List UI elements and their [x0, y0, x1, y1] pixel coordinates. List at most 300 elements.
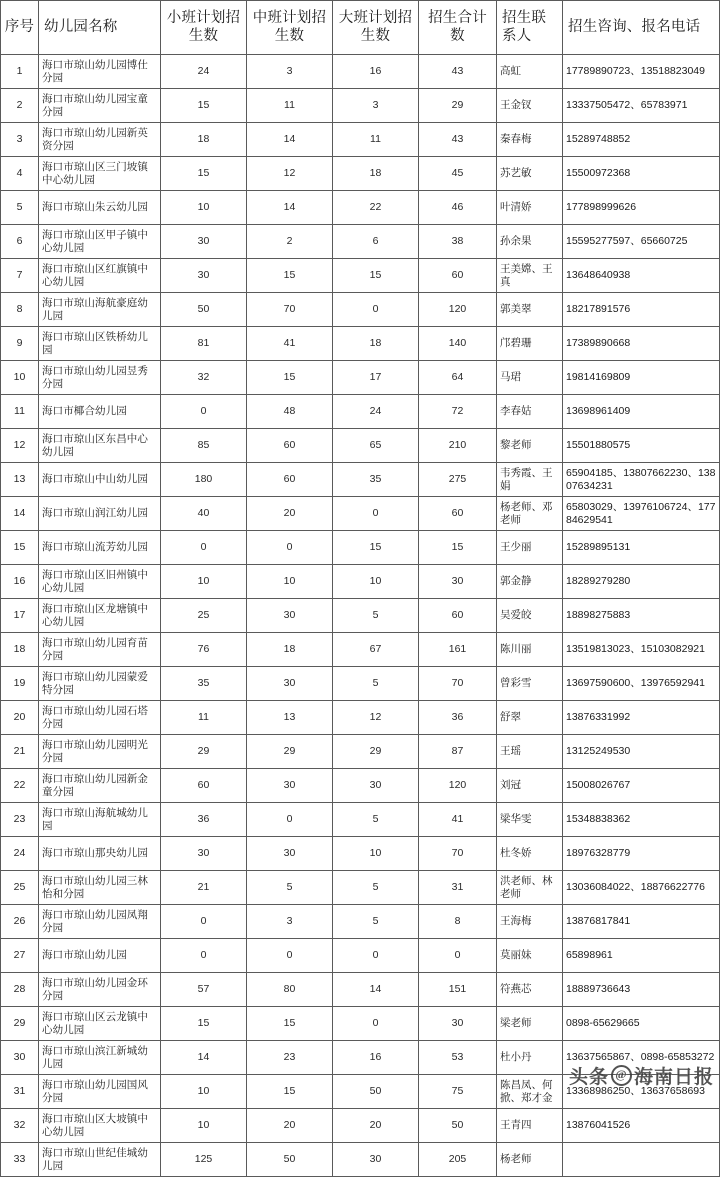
cell-small-class: 0 [161, 939, 247, 973]
cell-small-class: 81 [161, 327, 247, 361]
cell-kindergarten-name: 海口市琼山中山幼儿园 [39, 463, 161, 497]
cell-index: 26 [1, 905, 39, 939]
cell-contact-person: 苏艺敏 [497, 157, 563, 191]
cell-contact-person: 邝碧珊 [497, 327, 563, 361]
cell-kindergarten-name: 海口市琼山幼儿园新英资分园 [39, 123, 161, 157]
cell-kindergarten-name: 海口市琼山区大坡镇中心幼儿园 [39, 1109, 161, 1143]
cell-large-class: 22 [333, 191, 419, 225]
cell-kindergarten-name: 海口市琼山区三门坡镇中心幼儿园 [39, 157, 161, 191]
cell-index: 24 [1, 837, 39, 871]
cell-small-class: 30 [161, 225, 247, 259]
cell-middle-class: 11 [247, 89, 333, 123]
cell-large-class: 17 [333, 361, 419, 395]
cell-large-class: 16 [333, 1041, 419, 1075]
cell-large-class: 0 [333, 939, 419, 973]
cell-middle-class: 70 [247, 293, 333, 327]
cell-small-class: 10 [161, 1075, 247, 1109]
table-row [1, 327, 720, 361]
cell-kindergarten-name: 海口市琼山世纪佳城幼儿园 [39, 1143, 161, 1177]
cell-contact-person: 杨老师 [497, 1143, 563, 1177]
table-row [1, 361, 720, 395]
cell-phone: 18289279280 [563, 565, 720, 599]
cell-kindergarten-name: 海口市琼山区东昌中心幼儿园 [39, 429, 161, 463]
cell-total: 151 [419, 973, 497, 1007]
cell-kindergarten-name: 海口市琼山幼儿园金环分园 [39, 973, 161, 1007]
table-row [1, 735, 720, 769]
watermark-prefix: 头条 [568, 1067, 609, 1088]
cell-small-class: 32 [161, 361, 247, 395]
cell-total: 41 [419, 803, 497, 837]
cell-large-class: 50 [333, 1075, 419, 1109]
cell-kindergarten-name: 海口市琼山海航豪庭幼儿园 [39, 293, 161, 327]
cell-index: 22 [1, 769, 39, 803]
cell-phone: 15595277597、65660725 [563, 225, 720, 259]
column-header-phone: 招生咨询、报名电话 [563, 1, 720, 55]
cell-phone: 17789890723、13518823049 [563, 55, 720, 89]
cell-phone: 65904185、13807662230、13807634231 [563, 463, 720, 497]
cell-contact-person: 王少丽 [497, 531, 563, 565]
table-row [1, 633, 720, 667]
cell-kindergarten-name: 海口市琼山幼儿园 [39, 939, 161, 973]
cell-small-class: 29 [161, 735, 247, 769]
table-row [1, 1007, 720, 1041]
column-header-small-class: 小班计划招生数 [161, 1, 247, 55]
cell-contact-person: 韦秀霞、王娟 [497, 463, 563, 497]
cell-kindergarten-name: 海口市琼山滨江新城幼儿园 [39, 1041, 161, 1075]
table-row [1, 89, 720, 123]
cell-contact-person: 王海梅 [497, 905, 563, 939]
cell-index: 10 [1, 361, 39, 395]
table-row [1, 497, 720, 531]
cell-kindergarten-name: 海口市琼山润江幼儿园 [39, 497, 161, 531]
cell-small-class: 10 [161, 565, 247, 599]
watermark-source: 海南日报 [633, 1067, 714, 1088]
column-header-kindergarten-name: 幼儿园名称 [39, 1, 161, 55]
cell-phone: 177898999626 [563, 191, 720, 225]
cell-middle-class: 30 [247, 837, 333, 871]
cell-contact-person: 洪老师、林老师 [497, 871, 563, 905]
cell-middle-class: 15 [247, 1075, 333, 1109]
cell-large-class: 12 [333, 701, 419, 735]
cell-total: 30 [419, 1007, 497, 1041]
cell-index: 23 [1, 803, 39, 837]
cell-contact-person: 杜小丹 [497, 1041, 563, 1075]
cell-kindergarten-name: 海口市琼山幼儿园凤翔分园 [39, 905, 161, 939]
cell-kindergarten-name: 海口市琼山区龙塘镇中心幼儿园 [39, 599, 161, 633]
cell-index: 9 [1, 327, 39, 361]
cell-phone: 15289748852 [563, 123, 720, 157]
cell-middle-class: 29 [247, 735, 333, 769]
cell-middle-class: 12 [247, 157, 333, 191]
cell-contact-person: 李春姑 [497, 395, 563, 429]
cell-phone: 13648640938 [563, 259, 720, 293]
cell-phone: 17389890668 [563, 327, 720, 361]
cell-total: 205 [419, 1143, 497, 1177]
cell-phone: 18889736643 [563, 973, 720, 1007]
cell-index: 33 [1, 1143, 39, 1177]
cell-middle-class: 30 [247, 599, 333, 633]
cell-middle-class: 5 [247, 871, 333, 905]
cell-kindergarten-name: 海口市琼山幼儿园新金童分园 [39, 769, 161, 803]
cell-large-class: 5 [333, 667, 419, 701]
cell-kindergarten-name: 海口市琼山幼儿园明光分园 [39, 735, 161, 769]
cell-middle-class: 0 [247, 531, 333, 565]
cell-large-class: 15 [333, 259, 419, 293]
cell-phone [563, 1143, 720, 1177]
cell-phone: 19814169809 [563, 361, 720, 395]
cell-small-class: 0 [161, 905, 247, 939]
cell-total: 29 [419, 89, 497, 123]
cell-total: 43 [419, 55, 497, 89]
cell-middle-class: 0 [247, 939, 333, 973]
cell-index: 13 [1, 463, 39, 497]
cell-total: 75 [419, 1075, 497, 1109]
cell-middle-class: 0 [247, 803, 333, 837]
cell-index: 20 [1, 701, 39, 735]
cell-total: 15 [419, 531, 497, 565]
cell-contact-person: 高虹 [497, 55, 563, 89]
table-row [1, 701, 720, 735]
table-row [1, 599, 720, 633]
cell-contact-person: 陈川丽 [497, 633, 563, 667]
cell-index: 30 [1, 1041, 39, 1075]
cell-phone: 18217891576 [563, 293, 720, 327]
cell-phone: 18976328779 [563, 837, 720, 871]
cell-phone: 13125249530 [563, 735, 720, 769]
cell-small-class: 125 [161, 1143, 247, 1177]
cell-large-class: 30 [333, 769, 419, 803]
at-icon: @ [611, 1065, 632, 1086]
cell-total: 140 [419, 327, 497, 361]
cell-small-class: 76 [161, 633, 247, 667]
cell-large-class: 5 [333, 871, 419, 905]
cell-kindergarten-name: 海口市琼山区云龙镇中心幼儿园 [39, 1007, 161, 1041]
cell-phone: 15500972368 [563, 157, 720, 191]
cell-index: 21 [1, 735, 39, 769]
cell-small-class: 40 [161, 497, 247, 531]
table-row [1, 123, 720, 157]
cell-middle-class: 41 [247, 327, 333, 361]
cell-kindergarten-name: 海口市琼山海航城幼儿园 [39, 803, 161, 837]
cell-small-class: 60 [161, 769, 247, 803]
table-row [1, 769, 720, 803]
cell-middle-class: 80 [247, 973, 333, 1007]
table-row [1, 565, 720, 599]
cell-phone: 13036084022、18876622776 [563, 871, 720, 905]
cell-total: 38 [419, 225, 497, 259]
cell-large-class: 18 [333, 157, 419, 191]
cell-total: 30 [419, 565, 497, 599]
cell-contact-person: 吴爱皎 [497, 599, 563, 633]
cell-middle-class: 10 [247, 565, 333, 599]
cell-large-class: 0 [333, 497, 419, 531]
table-row [1, 973, 720, 1007]
cell-small-class: 57 [161, 973, 247, 1007]
cell-phone: 65898961 [563, 939, 720, 973]
cell-small-class: 35 [161, 667, 247, 701]
cell-large-class: 14 [333, 973, 419, 1007]
cell-contact-person: 王青四 [497, 1109, 563, 1143]
table-row [1, 837, 720, 871]
cell-small-class: 21 [161, 871, 247, 905]
cell-contact-person: 马珺 [497, 361, 563, 395]
table-row [1, 293, 720, 327]
table-body [1, 55, 720, 1177]
table-row [1, 463, 720, 497]
cell-large-class: 18 [333, 327, 419, 361]
cell-total: 87 [419, 735, 497, 769]
table-row [1, 225, 720, 259]
cell-large-class: 10 [333, 565, 419, 599]
cell-total: 60 [419, 497, 497, 531]
cell-phone: 13876331992 [563, 701, 720, 735]
cell-small-class: 25 [161, 599, 247, 633]
cell-middle-class: 3 [247, 905, 333, 939]
cell-middle-class: 48 [247, 395, 333, 429]
cell-kindergarten-name: 海口市琼山区铁桥幼儿园 [39, 327, 161, 361]
cell-large-class: 15 [333, 531, 419, 565]
cell-kindergarten-name: 海口市琼山幼儿园育苗分园 [39, 633, 161, 667]
cell-small-class: 30 [161, 259, 247, 293]
column-header-middle-class: 中班计划招生数 [247, 1, 333, 55]
cell-total: 8 [419, 905, 497, 939]
cell-small-class: 180 [161, 463, 247, 497]
cell-middle-class: 3 [247, 55, 333, 89]
cell-kindergarten-name: 海口市琼山幼儿园蒙爱特分园 [39, 667, 161, 701]
table-row [1, 871, 720, 905]
cell-index: 16 [1, 565, 39, 599]
cell-total: 36 [419, 701, 497, 735]
cell-contact-person: 王瑶 [497, 735, 563, 769]
cell-index: 3 [1, 123, 39, 157]
cell-total: 70 [419, 837, 497, 871]
cell-contact-person: 王金钗 [497, 89, 563, 123]
table-row [1, 395, 720, 429]
cell-total: 45 [419, 157, 497, 191]
cell-middle-class: 50 [247, 1143, 333, 1177]
cell-contact-person: 梁老师 [497, 1007, 563, 1041]
cell-middle-class: 18 [247, 633, 333, 667]
cell-phone: 13876041526 [563, 1109, 720, 1143]
cell-small-class: 30 [161, 837, 247, 871]
table-row [1, 429, 720, 463]
column-header-contact-person: 招生联系人 [497, 1, 563, 55]
table-row [1, 1075, 720, 1109]
cell-large-class: 16 [333, 55, 419, 89]
cell-middle-class: 60 [247, 429, 333, 463]
table-row [1, 1143, 720, 1177]
cell-contact-person: 莫丽妹 [497, 939, 563, 973]
cell-middle-class: 15 [247, 1007, 333, 1041]
cell-small-class: 11 [161, 701, 247, 735]
cell-index: 4 [1, 157, 39, 191]
cell-contact-person: 舒翠 [497, 701, 563, 735]
cell-phone: 13697590600、13976592941 [563, 667, 720, 701]
table-row [1, 55, 720, 89]
column-header-total: 招生合计数 [419, 1, 497, 55]
cell-small-class: 50 [161, 293, 247, 327]
cell-large-class: 65 [333, 429, 419, 463]
cell-large-class: 11 [333, 123, 419, 157]
cell-small-class: 0 [161, 531, 247, 565]
cell-contact-person: 叶清娇 [497, 191, 563, 225]
cell-large-class: 0 [333, 293, 419, 327]
cell-total: 31 [419, 871, 497, 905]
cell-index: 15 [1, 531, 39, 565]
cell-large-class: 24 [333, 395, 419, 429]
cell-index: 2 [1, 89, 39, 123]
cell-small-class: 0 [161, 395, 247, 429]
cell-index: 1 [1, 55, 39, 89]
cell-index: 14 [1, 497, 39, 531]
cell-middle-class: 60 [247, 463, 333, 497]
cell-contact-person: 符燕芯 [497, 973, 563, 1007]
cell-total: 210 [419, 429, 497, 463]
cell-kindergarten-name: 海口市琼山区红旗镇中心幼儿园 [39, 259, 161, 293]
cell-phone: 15289895131 [563, 531, 720, 565]
cell-total: 161 [419, 633, 497, 667]
cell-kindergarten-name: 海口市琼山区甲子镇中心幼儿园 [39, 225, 161, 259]
cell-index: 11 [1, 395, 39, 429]
cell-contact-person: 杨老师、邓老师 [497, 497, 563, 531]
cell-total: 0 [419, 939, 497, 973]
cell-total: 64 [419, 361, 497, 395]
cell-index: 6 [1, 225, 39, 259]
cell-small-class: 15 [161, 89, 247, 123]
cell-index: 19 [1, 667, 39, 701]
cell-large-class: 29 [333, 735, 419, 769]
cell-small-class: 15 [161, 1007, 247, 1041]
cell-large-class: 10 [333, 837, 419, 871]
cell-small-class: 10 [161, 191, 247, 225]
cell-kindergarten-name: 海口市琼山幼儿园石塔分园 [39, 701, 161, 735]
cell-large-class: 30 [333, 1143, 419, 1177]
cell-middle-class: 13 [247, 701, 333, 735]
cell-large-class: 3 [333, 89, 419, 123]
cell-contact-person: 陈昌凤、何掀、郑才金 [497, 1075, 563, 1109]
cell-kindergarten-name: 海口市琼山流芳幼儿园 [39, 531, 161, 565]
cell-contact-person: 刘冠 [497, 769, 563, 803]
cell-contact-person: 杜冬娇 [497, 837, 563, 871]
cell-kindergarten-name: 海口市琼山区旧州镇中心幼儿园 [39, 565, 161, 599]
cell-phone: 65803029、13976106724、17784629541 [563, 497, 720, 531]
cell-middle-class: 30 [247, 667, 333, 701]
cell-kindergarten-name: 海口市琼山那央幼儿园 [39, 837, 161, 871]
cell-kindergarten-name: 海口市椰合幼儿园 [39, 395, 161, 429]
cell-total: 70 [419, 667, 497, 701]
table-row [1, 803, 720, 837]
cell-index: 18 [1, 633, 39, 667]
cell-contact-person: 王美嫦、王真 [497, 259, 563, 293]
cell-total: 53 [419, 1041, 497, 1075]
table-header [1, 1, 720, 55]
cell-large-class: 35 [333, 463, 419, 497]
column-header-index: 序号 [1, 1, 39, 55]
cell-large-class: 5 [333, 905, 419, 939]
cell-index: 31 [1, 1075, 39, 1109]
cell-index: 12 [1, 429, 39, 463]
cell-small-class: 18 [161, 123, 247, 157]
cell-total: 46 [419, 191, 497, 225]
cell-contact-person: 黎老师 [497, 429, 563, 463]
cell-kindergarten-name: 海口市琼山幼儿园昱秀分园 [39, 361, 161, 395]
table-row [1, 939, 720, 973]
cell-middle-class: 15 [247, 361, 333, 395]
cell-small-class: 14 [161, 1041, 247, 1075]
cell-total: 50 [419, 1109, 497, 1143]
cell-small-class: 24 [161, 55, 247, 89]
cell-small-class: 10 [161, 1109, 247, 1143]
cell-phone: 18898275883 [563, 599, 720, 633]
cell-large-class: 5 [333, 803, 419, 837]
cell-index: 29 [1, 1007, 39, 1041]
table-row [1, 157, 720, 191]
table-row [1, 191, 720, 225]
cell-contact-person: 郭金静 [497, 565, 563, 599]
cell-total: 60 [419, 259, 497, 293]
cell-index: 28 [1, 973, 39, 1007]
cell-phone: 13637565867、0898-65853272 [563, 1041, 720, 1075]
cell-small-class: 15 [161, 157, 247, 191]
cell-total: 72 [419, 395, 497, 429]
cell-contact-person: 曾彩雪 [497, 667, 563, 701]
cell-phone: 13368986250、13637658693 [563, 1075, 720, 1109]
cell-phone: 13337505472、65783971 [563, 89, 720, 123]
cell-kindergarten-name: 海口市琼山幼儿园宝童分园 [39, 89, 161, 123]
cell-total: 60 [419, 599, 497, 633]
cell-middle-class: 14 [247, 191, 333, 225]
cell-large-class: 0 [333, 1007, 419, 1041]
cell-contact-person: 郭美翠 [497, 293, 563, 327]
cell-index: 17 [1, 599, 39, 633]
table-row [1, 905, 720, 939]
cell-index: 7 [1, 259, 39, 293]
cell-large-class: 5 [333, 599, 419, 633]
cell-index: 27 [1, 939, 39, 973]
column-header-large-class: 大班计划招生数 [333, 1, 419, 55]
cell-kindergarten-name: 海口市琼山幼儿园国风分园 [39, 1075, 161, 1109]
cell-middle-class: 14 [247, 123, 333, 157]
cell-phone: 15501880575 [563, 429, 720, 463]
cell-small-class: 36 [161, 803, 247, 837]
cell-middle-class: 20 [247, 497, 333, 531]
cell-phone: 13519813023、15103082921 [563, 633, 720, 667]
cell-contact-person: 秦春梅 [497, 123, 563, 157]
table-row [1, 1109, 720, 1143]
cell-kindergarten-name: 海口市琼山幼儿园博仕分园 [39, 55, 161, 89]
cell-large-class: 20 [333, 1109, 419, 1143]
cell-contact-person: 孙余果 [497, 225, 563, 259]
cell-phone: 15348838362 [563, 803, 720, 837]
cell-small-class: 85 [161, 429, 247, 463]
cell-middle-class: 30 [247, 769, 333, 803]
cell-total: 120 [419, 769, 497, 803]
cell-index: 32 [1, 1109, 39, 1143]
cell-total: 43 [419, 123, 497, 157]
cell-total: 120 [419, 293, 497, 327]
cell-middle-class: 2 [247, 225, 333, 259]
header-row [1, 1, 720, 55]
cell-kindergarten-name: 海口市琼山朱云幼儿园 [39, 191, 161, 225]
cell-total: 275 [419, 463, 497, 497]
cell-index: 5 [1, 191, 39, 225]
table-row [1, 531, 720, 565]
cell-kindergarten-name: 海口市琼山幼儿园三林怡和分园 [39, 871, 161, 905]
table-row [1, 259, 720, 293]
cell-phone: 0898-65629665 [563, 1007, 720, 1041]
cell-contact-person: 梁华雯 [497, 803, 563, 837]
cell-middle-class: 23 [247, 1041, 333, 1075]
